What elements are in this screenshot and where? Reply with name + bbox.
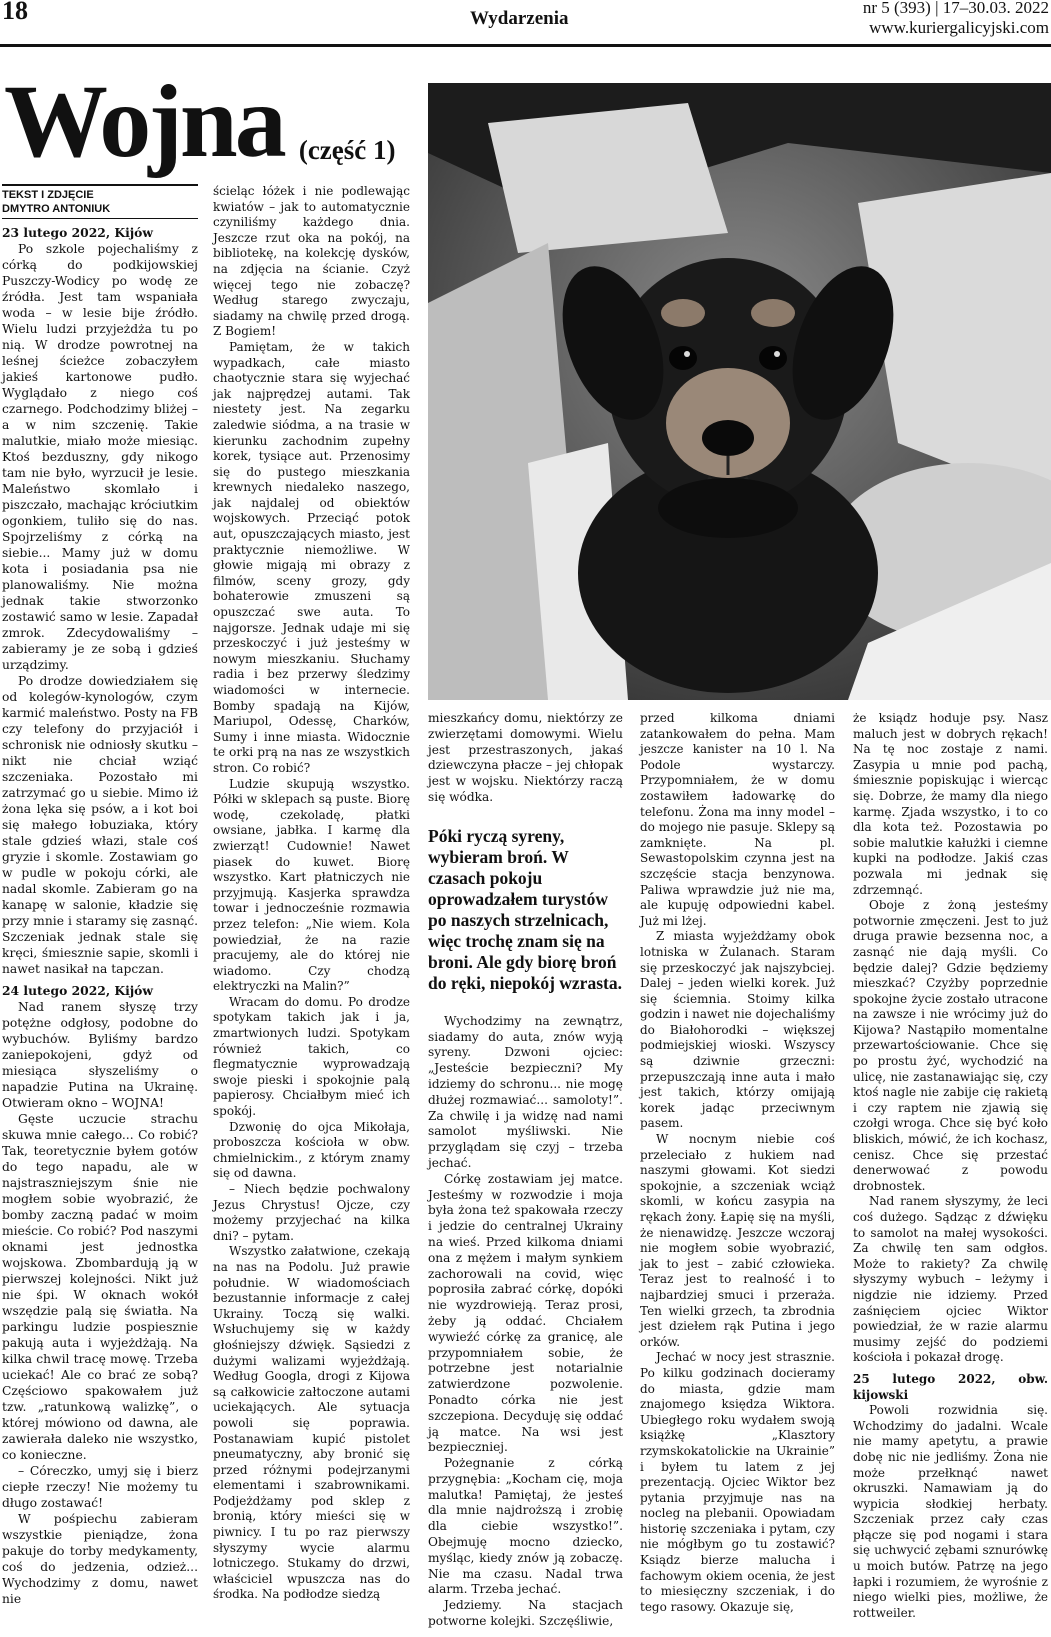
paragraph: Po drodze dowiedziałem się od kolegów-kynologów, czym karmić maleństwo. Posty na FB czy telefony do przyjaciół i schronisk nie odniosły skutku – nikt nie chciał wziąć szczeniaka. Pozostało mi zatrzymać go u siebie. Mimo iż żona lęka się psów, a i kot boi się małego łobuziaka, który stale gdzieś włazi, stale coś gryzie i skomle. Zostawiam go w pudle w pokoju córki, ale nadal skomle. Zabieram go na kanapę w salonie, kładzie się przy mnie i staramy się zasnąć. Szczeniak jednak stale się kręci, śmiesznie sapie, skomli i nawet nasikał na tapczan. bbox=[2, 674, 198, 976]
page-header bbox=[0, 0, 1051, 46]
dateline: 24 lutego 2022, Kijów bbox=[2, 983, 153, 998]
paragraph: że ksiądz hoduje psy. Nasz maluch jest w dobrych rękach! Na tę noc zostaje z nami. Zasypia u mnie pod pachą, śmiesznie popiskując i wiercąc się. Dobrze, że mamy dla niego karmę. Zjada wszystko, i to co dla kota też. Pozostawia po sobie malutkie kałużki i ciemne kupki na podłodze. Jakiś czas pozwala mi jednak się zdrzemnąć. bbox=[853, 711, 1048, 897]
paragraph: W pośpiechu zabieram wszystkie pieniądze, żona pakuje do torby medykamenty, coś do jedzenia, odzież... Wychodzimy z domu, nawet nie bbox=[2, 1512, 198, 1606]
paragraph: Jechać w nocy jest strasznie. Po kilku godzinach docieramy do miasta, gdzie mam znajomego księdza Wiktora. Ubiegłego roku wydałem swoją książkę „Klasztory rzymskokatolickie na Ukrainie” i byłem tu latem z jej prezentacją. Ojciec Wiktor bez pytania przyjmuje nas na nocleg na plebanii. Opowiadam historię szczeniaka i pytam, czy nie mógłbym go tu zostawić? Ksiądz bierze malucha i fachowym okiem ocenia, że jest to miesięczny szczeniak, i do tego rasowy. Okazuje się, bbox=[640, 1350, 835, 1614]
paragraph: Wychodzimy na zewnątrz, siadamy do auta, znów wyją syreny. Dzwoni ojciec: „Jesteście bezpieczni? My idziemy do schronu... nie mogę dłużej rozmawiać... samoloty!”. Za chwilę i ja widzę nad nami samolot myśliwski. Nie przyglądam się czyj – trzeba jechać. bbox=[428, 1013, 623, 1170]
headline bbox=[4, 64, 396, 179]
puppy-photo bbox=[428, 83, 1051, 700]
paragraph: – Niech będzie pochwalony Jezus Chrystus! Ojcze, czy możemy przyjechać na kilka dni? – pytam. bbox=[213, 1182, 410, 1243]
paragraph: Wszystko załatwione, czekają na nas na Podolu. Już prawie południe. W wiadomościach bezustannie informacje z całej Ukrainy. Toczą się walki. Wsłuchujemy się w każdy głośniejszy dźwięk. Sąsiedzi z dużymi walizami wyjeżdżają. Według Googla, drogi z Kijowa są całkowicie załtoczone autami uciekających. Ale sytuacja powoli się poprawia. Postanawiam kupić pistolet pneumatyczny, aby bronić się przed różnymi podejrzanymi elementami i szabrownikami. Podjeżdżamy pod sklep z bronią, który mieści się w piwnicy. I tu po raz pierwszy słyszymy wycie alarmu lotniczego. Stukamy do drzwi, właściciel wpuszcza nas do środka. Na podłodze siedzą bbox=[213, 1244, 410, 1602]
credit-label: TEKST I ZDJĘCIE bbox=[2, 189, 94, 201]
paragraph: Pożegnanie z córką przygnębia: „Kocham cię, moja malutka! Pamiętaj, że jesteś dla mnie najdroższą i zrobię dla ciebie wszystko!”. Obejmuję mocno dziecko, myśląc, kiedy znów ją zobaczę. Nie ma czasu. Nadal trwa alarm. Trzeba jechać. bbox=[428, 1456, 623, 1597]
paragraph: Jedziemy. Na stacjach potworne kolejki. Szczęśliwie, bbox=[428, 1598, 623, 1629]
paragraph: Gęste uczucie strachu skuwa mnie całego... Co robić? Tak, teoretycznie byłem gotów do tego napadu, ale w najstraszniejszym śnie nie mogłem sobie wyobrazić, że bomby zaczną padać w moim mieście. Co robić? Pod naszymi oknami jest jednostka wojskowa. Zbombardują ją w pierwszej kolejności. Nikt już nie śpi. W oknach wokół wszędzie palą się światła. Na parkingu ludzie pospiesznie pakują auta i wyjeżdżają. Na kilka chwil tracę mowę. Trzeba uciekać! Ale co brać ze sobą? Częściowo spakowałem już tzw. „ratunkową walizkę”, o której mówiono od dawna, ale zawierała daleko nie wszystko, co konieczne. bbox=[2, 1112, 198, 1462]
column-3 bbox=[428, 711, 623, 1630]
paragraph: przed kilkoma dniami zatankowałem do pełna. Mam jeszcze kanister na 10 l. Na Podole wystarczy. Przypomniałem, że w domu zostawiłem ładowarkę do telefonu. Żona ma inny model – do mojego nie pasuje. Sklepy są zamknięte. Na pl. Sewastopolskim czynna jest na szczęście stacja benzynowa. Paliwa wprawdzie już nie ma, ale kupuję odpowiedni kabel. Już mi lżej. bbox=[640, 711, 835, 928]
page-number: 18 bbox=[2, 0, 28, 25]
pull-quote: Póki ryczą syreny, wybieram broń. W czasach pokoju oprowadzałem turystów po naszych strzelnicach, więc trochę znam się na broni. Ale gdy biorę broń do ręki, niepokój wzrasta. bbox=[428, 825, 622, 993]
section-title: Wydarzenia bbox=[470, 8, 569, 29]
paragraph: – Córeczko, umyj się i bierz ciepłe rzeczy! Nie możemy tu długo zostawać! bbox=[2, 1464, 198, 1510]
dateline: 25 lutego 2022, obw. kijowski bbox=[853, 1371, 1048, 1402]
credit-author: DMYTRO ANTONIUK bbox=[2, 203, 111, 215]
puppy-photo-illustration bbox=[428, 83, 1051, 700]
paragraph: Oboje z żoną jesteśmy potwornie zmęczeni. Jest to już druga prawie bezsenna noc, a zasnąć nie dają myśli. Co będzie dalej? Gdzie będziemy mieszkać? Czyżby poprzednie spokojne życie zostało utracone na zawsze i nie wrócimy już do Kijowa? Nastąpiło momentalne przewartościowanie. Chce się po prostu żyć, wychodzić na ulicę, nie zastanawiając się, czy ktoś nagle nie zabije cię rakietą i czy raptem nie zjawią się czołgi wroga. Chce się być koło bliskich, mówić, że ich kochasz, cenisz. Chce się przestać denerwować z powodu drobnostek. bbox=[853, 898, 1048, 1193]
paragraph: Wracam do domu. Po drodze spotykam takich jak i ja, zmartwionych ludzi. Spotykam również takich, co flegmatycznie wyprowadzają swoje pieski i spokojnie palą papierosy. Chciałbym mieć ich spokój. bbox=[213, 994, 410, 1119]
article-title: Wojna bbox=[4, 64, 284, 179]
paragraph: Po szkole pojechaliśmy z córką do podkijowskiej Puszczy-Wodicy po wodę ze źródła. Jest tam wspaniała woda – w lesie bije źródło. Wielu ludzi przyjeżdża tu po nią. W drodze powrotnej na leśnej ścieżce zobaczyłem jakieś kartonowe pudło. Wyglądało z niego coś czarnego. Podchodzimy bliżej – a w nim szczenię. Takie malutkie, miało może miesiąc. Ktoś bezduszny, gdy nikogo tam nie było, wyrzucił je lesie. Maleństwo skomlało i piszczało, machając króciutkim ogonkiem, tuliło się do nas. Spojrzeliśmy z córką na siebie... Mamy już w domu kota i posiadania psa nie planowaliśmy. Nie można jednak takie stworzonko zostawić samo w lesie. Zapadał zmrok. Zdecydowaliśmy – zabieramy je ze sobą i gdzieś urządzimy. bbox=[2, 242, 198, 672]
issue-number: nr 5 (393) | 17–30.03. 2022 bbox=[862, 0, 1049, 17]
column-2 bbox=[213, 184, 410, 1603]
article-subtitle: (część 1) bbox=[298, 135, 396, 165]
paragraph: Córkę zostawiam jej matce. Jesteśmy w rozwodzie i moja była żona też spakowała rzeczy i jedzie do centralnej Ukrainy na wieś. Przed kilkoma dniami ona z mężem i małym synkiem zachorowali na covid, więc poprosiła zabrać córkę, dopóki nie wyzdrowieją. Teraz prosi, żeby ją oddać. Chciałem wywieźć córkę za granicę, ale przypomniałem sobie, że potrzebne jest notarialnie zatwierdzone pozwolenie. Ponadto córka nie jest szczepiona. Decyduję się oddać ją matce. Na wsi jest bezpieczniej. bbox=[428, 1171, 623, 1455]
website-link[interactable]: www.kuriergalicyjski.com bbox=[869, 18, 1049, 37]
paragraph: Z miasta wyjeżdżamy obok lotniska w Żulanach. Staram się przeskoczyć jak najszybciej. Dalej – jeden wielki korek. Już się ściemnia. Stoimy kilka godzin i nawet nie dojechaliśmy do Białohorodki – większej podmiejskiej wioski. Wszyscy są dziwnie grzeczni: przepuszczają inne auta i mało jest takich, którzy omijają korek jadąc przeciwnym pasem. bbox=[640, 929, 835, 1131]
paragraph: Ludzie skupują wszystko. Półki w sklepach są puste. Biorę wodę, czekoladę, płatki owsiane, jabłka. I karmę dla zwierząt! Cudownie! Nawet piasek do kuwet. Biorę wszystko. Kart płatniczych nie przyjmują. Kasjerka sprawdza towar i jednocześnie rozmawia przez telefon: „Nie wiem. Kola powiedział, że na razie pracujemy, ale do której nie wiadomo. Czy chodzą elektryczki na Malin?” bbox=[213, 776, 410, 994]
paragraph: Powoli rozwidnia się. Wchodzimy do jadalni. Wcale nie mamy apetytu, a prawie dobę nic nie jedliśmy. Żona nie może przełknąć nawet okruszki. Namawiam ją do wypicia słodkiej herbaty. Szczeniak przez cały czas płącze się pod nogami i stara się uchwycić zębami sznurówkę u moich butów. Patrzę na jego łapki i rozumiem, że wyrośnie z niego wielki pies, możliwe, że rottweiler. bbox=[853, 1403, 1048, 1620]
author-credit bbox=[2, 184, 198, 219]
column-1 bbox=[2, 184, 198, 1607]
column-4 bbox=[640, 711, 835, 1615]
paragraph: Nad ranem słyszę trzy potężne odgłosy, podobne do wybuchów. Byliśmy bardzo zaniepokojeni, gdyż od miesiąca słyszeliśmy o napadzie Putina na Ukrainę. Otwieram okno – WOJNA! bbox=[2, 1000, 198, 1110]
issue-info bbox=[863, 0, 1049, 38]
dateline: 23 lutego 2022, Kijów bbox=[2, 225, 153, 240]
paragraph: ścieląc łóżek i nie podlewając kwiatów – jak to automatycznie czyniliśmy każdego dnia. Jeszcze rzut oka na pokój, na bibliotekę, na kolekcję dysków, na zdjęcia na ścianie. Czyż więcej tego nie zobaczę? Według starego zwyczaju, siadamy na chwilę przed drogą. Z Bogiem! bbox=[213, 184, 410, 339]
header-rule bbox=[0, 44, 1051, 47]
paragraph: Pamiętam, że w takich wypadkach, całe miasto chaotycznie stara się wyjechać jak najprędzej autami. Tak niestety jest. Na zegarku zaledwie siódma, a na trasie w kierunku zachodnim zupełny korek, tysiące aut. Przenosimy się do pustego mieszkania krewnych niedaleko naszego, jak najdalej od obiektów wojskowych. Przeciąć potok aut, opuszczających miasto, jest praktycznie niemożliwe. W głowie migają mi obrazy z filmów, sceny grozy, gdy bohaterowie zmuszeni są opuszczać swe auta. To najgorsze. Jednak udaje mi się przeskoczyć i już jesteśmy w nowym mieszkaniu. Słuchamy radia i bez przerwy śledzimy wiadomości w internecie. Bomby spadają na Kijów, Mariupol, Odessę, Charków, Sumy i inne miasta. Widocznie te orki prą na nas ze wszystkich stron. Co robić? bbox=[213, 339, 410, 775]
paragraph: W nocnym niebie coś przeleciało z hukiem nad naszymi głowami. Kot siedzi spokojnie, a szczeniak wciąż skomli, w końcu zasypia na rękach żony. Łapię się na myśli, że nienawidzę. Jeszcze wczoraj nie mogłem sobie wyobrazić, jak to jest – zabić człowieka. Teraz jest to realność i to najbardziej smuci i przeraża. Ten wielki grzech, ta zbrodnia jest dziełem rąk Putina i jego orków. bbox=[640, 1132, 835, 1349]
paragraph: Nad ranem słyszymy, że leci coś dużego. Sądząc z dźwięku to samolot na małej wysokości. Za chwilę ten sam odgłos. Może to rakiety? Za chwilę słyszymy wybuch – leżymy i nigdzie nie idziemy. Przed zaśnięciem ojciec Wiktor powiedział, że w razie alarmu musimy zejść do podziemi kościoła i pokazał drogę. bbox=[853, 1194, 1048, 1365]
paragraph: mieszkańcy domu, niektórzy ze zwierzętami domowymi. Wielu jest przestraszonych, jakaś dziewczyna płacze – jej chłopak jest w wojsku. Niektórzy raczą się wódka. bbox=[428, 711, 623, 804]
column-5 bbox=[853, 711, 1048, 1621]
paragraph: Dzwonię do ojca Mikołaja, proboszcza kościoła w obw. chmielnickim., z którym znamy się od dawna. bbox=[213, 1119, 410, 1181]
